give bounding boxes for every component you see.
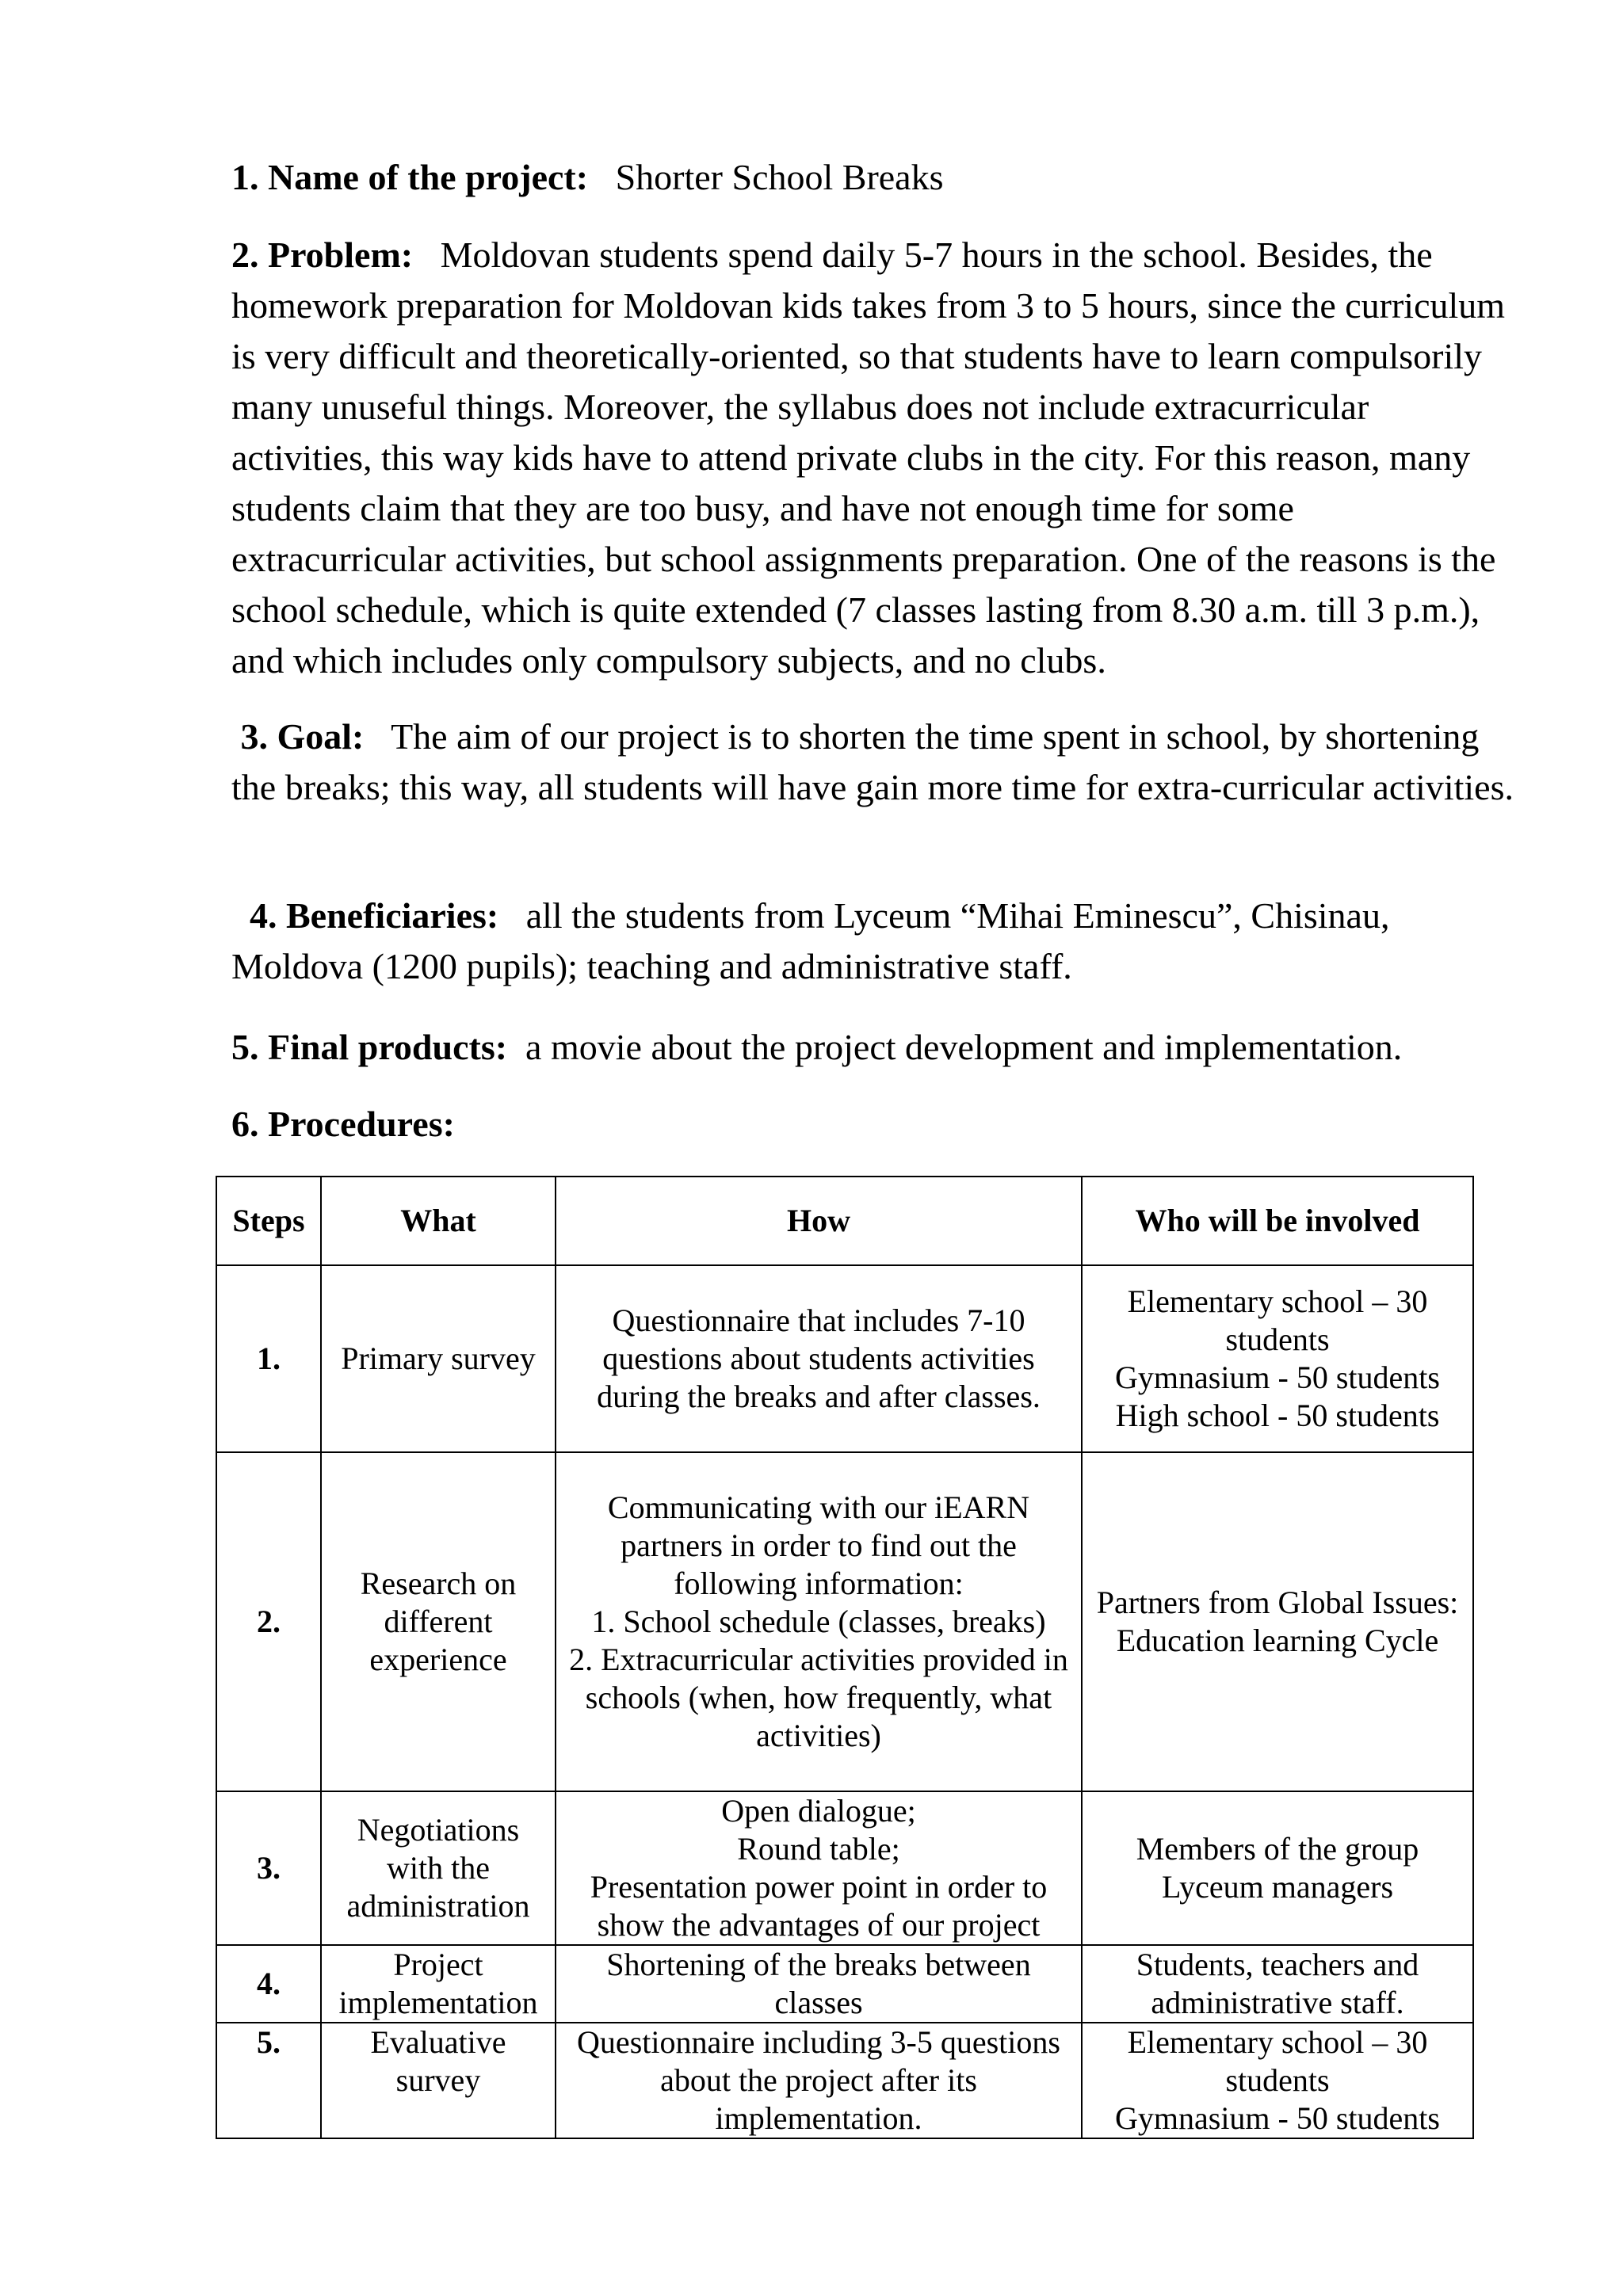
section-final-products-label: 5. Final products:	[231, 1027, 508, 1067]
row-who	[1082, 1945, 1473, 2023]
how-line: Presentation power point in order to show the advantages of our project	[590, 1869, 1048, 1943]
row-how: Questionnaire that includes 7-10 questions about students activities during the breaks and after classes.	[556, 1265, 1082, 1452]
goal-text: The aim of our project is to shorten the time spent in school, by shortening the breaks; this way, all students will have gain more time for extra-curricular activities.	[231, 716, 1514, 807]
section-beneficiaries	[231, 891, 1515, 992]
row-who	[1082, 1791, 1473, 1945]
section-goal	[231, 711, 1515, 813]
table-row	[216, 1945, 1473, 2023]
section-problem-label: 2. Problem:	[231, 235, 414, 275]
row-step: 4.	[216, 1945, 321, 2023]
section-procedures	[231, 1099, 1515, 1150]
section-beneficiaries-label: 4. Beneficiaries:	[250, 895, 499, 936]
header-how: How	[556, 1177, 1082, 1265]
final-products-text: a movie about the project development and implementation.	[525, 1027, 1403, 1067]
table-row	[216, 2023, 1473, 2138]
who-line: Elementary school – 30 students	[1127, 1283, 1428, 1357]
how-line: Open dialogue;	[721, 1793, 916, 1829]
table-row	[216, 1791, 1473, 1945]
who-line: Lyceum managers	[1161, 1869, 1394, 1905]
row-step: 5.	[216, 2023, 321, 2138]
section-name	[231, 152, 1515, 203]
header-what: What	[321, 1177, 556, 1265]
how-list-item: 2. Extracurricular activities provided in schools (when, how frequently, what activities)	[569, 1642, 1068, 1753]
section-goal-label: 3. Goal:	[240, 716, 365, 757]
header-steps: Steps	[216, 1177, 321, 1265]
who-line: Gymnasium - 50 students	[1115, 2100, 1440, 2136]
who-line: Students, teachers and administrative staff.	[1136, 1947, 1419, 2020]
beneficiaries-text: all the students from Lyceum “Mihai Eminescu”, Chisinau, Moldova (1200 pupils); teaching and administrative staff.	[231, 895, 1390, 986]
section-name-label: 1. Name of the project:	[231, 157, 589, 197]
who-line: Members of the group	[1136, 1831, 1419, 1867]
who-line: Gymnasium - 50 students	[1115, 1360, 1440, 1395]
row-what: Evaluative survey	[321, 2023, 556, 2138]
table-header-row	[216, 1177, 1473, 1265]
who-line: Partners from Global Issues: Education learning Cycle	[1096, 1585, 1459, 1658]
section-problem	[231, 230, 1515, 686]
table-row	[216, 1452, 1473, 1791]
row-what: Research on different experience	[321, 1452, 556, 1791]
row-step: 3.	[216, 1791, 321, 1945]
how-list	[564, 1603, 1073, 1755]
procedures-table	[216, 1176, 1474, 2139]
header-who: Who will be involved	[1082, 1177, 1473, 1265]
row-how: Questionnaire including 3-5 questions about the project after its implementation.	[556, 2023, 1082, 2138]
row-step: 1.	[216, 1265, 321, 1452]
row-how: Shortening of the breaks between classes	[556, 1945, 1082, 2023]
row-what: Negotiations with the administration	[321, 1791, 556, 1945]
row-how	[556, 1452, 1082, 1791]
how-list-item: 1. School schedule (classes, breaks)	[591, 1604, 1046, 1639]
row-who	[1082, 1452, 1473, 1791]
row-how	[556, 1791, 1082, 1945]
row-what: Primary survey	[321, 1265, 556, 1452]
project-name: Shorter School Breaks	[615, 157, 944, 197]
row-step: 2.	[216, 1452, 321, 1791]
how-intro: Communicating with our iEARN partners in order to find out the following information:	[607, 1489, 1030, 1601]
who-line: Elementary school – 30 students	[1127, 2024, 1428, 2098]
section-final-products	[231, 1022, 1515, 1073]
row-who	[1082, 1265, 1473, 1452]
who-line: High school - 50 students	[1115, 1398, 1440, 1433]
row-what: Project implementation	[321, 1945, 556, 2023]
section-procedures-label: 6. Procedures:	[231, 1104, 455, 1144]
table-row	[216, 1265, 1473, 1452]
row-who	[1082, 2023, 1473, 2138]
how-line: Round table;	[737, 1831, 900, 1867]
problem-text: Moldovan students spend daily 5-7 hours in the school. Besides, the homework preparation for Moldovan kids takes from 3 to 5 hours, since the curriculum is very difficult and theoretically-oriented, so that students have to learn compulsorily many unuseful things. Moreover, the syllabus does not include extracurricular activities, this way kids have to attend private clubs in the city. For this reason, many students claim that they are too busy, and have not enough time for some extracurricular activities, but school assignments preparation. One of the reasons is the school schedule, which is quite extended (7 classes lasting from 8.30 a.m. till 3 p.m.), and which includes only compulsory subjects, and no clubs.	[231, 235, 1506, 681]
